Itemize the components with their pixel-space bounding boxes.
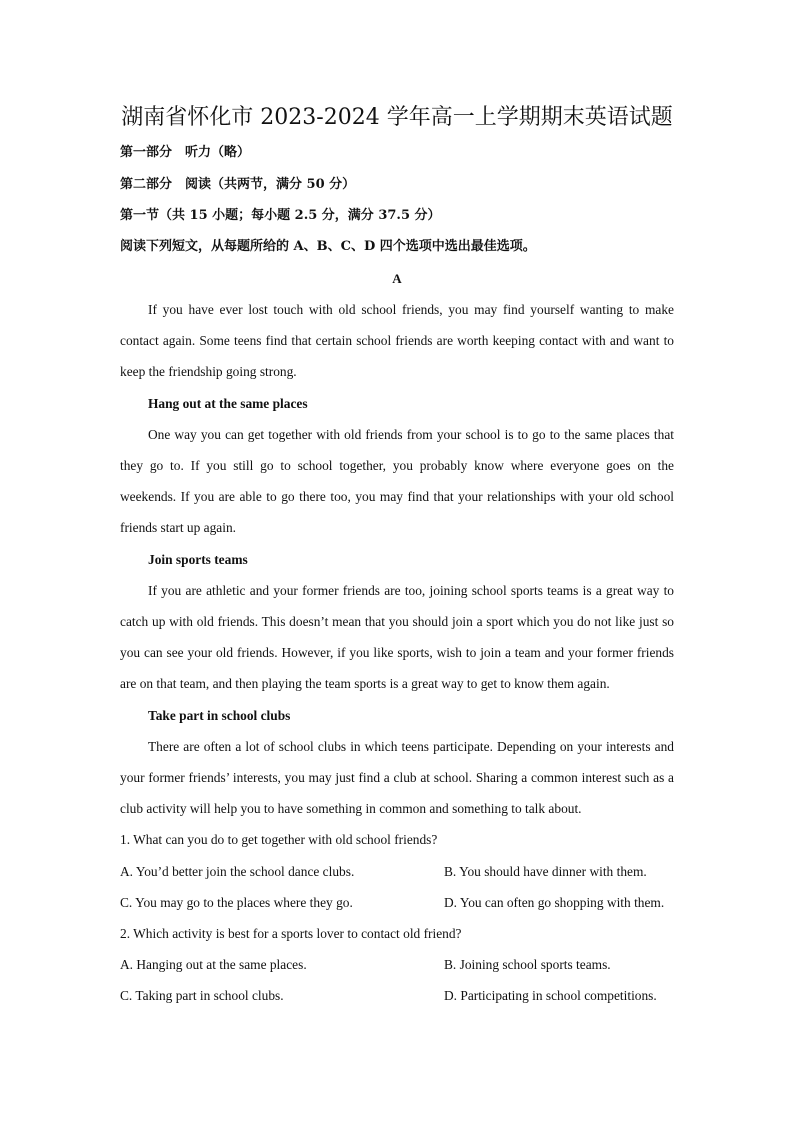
options-row [120,980,674,1011]
option-c: C. You may go to the places where they go. [120,894,353,910]
part2-heading: 第二部分 阅读（共两节，满分 50 分） [120,177,356,192]
option-d: D. Participating in school competitions. [444,988,657,1004]
paragraph-clubs: There are often a lot of school clubs in which teens participate. Depending on your interests and your former friends’ interests, you may just find a club at school. Sharing a common interest such as a club activity will help you to have something in common and something to talk about. [120,738,674,817]
option-c: C. Taking part in school clubs. [120,988,284,1004]
options-row [120,949,674,980]
paragraph-sports: If you are athletic and your former friends are too, joining school sports teams is a great way to catch up with old friends. This doesn’t mean that you should join a sport which you do not like just so you can see your old friends. However, if you like sports, wish to join a team and your former friends are on that team, and then playing the team sports is a great way to get to know them again. [120,582,674,692]
intro-paragraph: If you have ever lost touch with old school friends, you may find yourself wanting to make contact again. Some teens find that certain school friends are worth keeping contact with and want to keep the friendship going strong. [120,302,674,380]
options-row [120,856,674,887]
subheading-hang-out: Hang out at the same places [148,395,308,411]
question-stem: 2. Which activity is best for a sports lover to contact old friend? [120,926,462,942]
option-b: B. You should have dinner with them. [444,863,647,879]
passage-body [120,294,674,1012]
paragraph-hang-out: One way you can get together with old friends from your school is to go to the same places that they go to. If you still go to school together, you probably know where everyone goes on the weekends. If you are able to go there too, you may find that your relationships with your old school friends start up again. [120,426,674,536]
passage-label: A [392,271,402,286]
section1-heading: 第一节（共 15 小题；每小题 2.5 分，满分 37.5 分） [120,208,441,223]
question-2 [120,918,674,1012]
question-stem: 1. What can you do to get together with old school friends? [120,832,438,848]
option-d: D. You can often go shopping with them. [444,894,665,910]
option-b: B. Joining school sports teams. [444,957,611,973]
option-a: A. You’d better join the school dance clubs. [120,863,355,879]
question-1 [120,824,674,918]
options-row [120,887,674,918]
exam-title: 湖南省怀化市 2023-2024 学年高一上学期期末英语试题 [121,105,673,130]
instruction-text: 阅读下列短文，从每题所给的 A、B、C、D 四个选项中选出最佳选项。 [120,239,536,254]
subheading-sports: Join sports teams [148,551,248,567]
option-a: A. Hanging out at the same places. [120,957,307,973]
part1-heading: 第一部分 听力（略） [120,145,251,160]
subheading-clubs: Take part in school clubs [148,707,291,723]
